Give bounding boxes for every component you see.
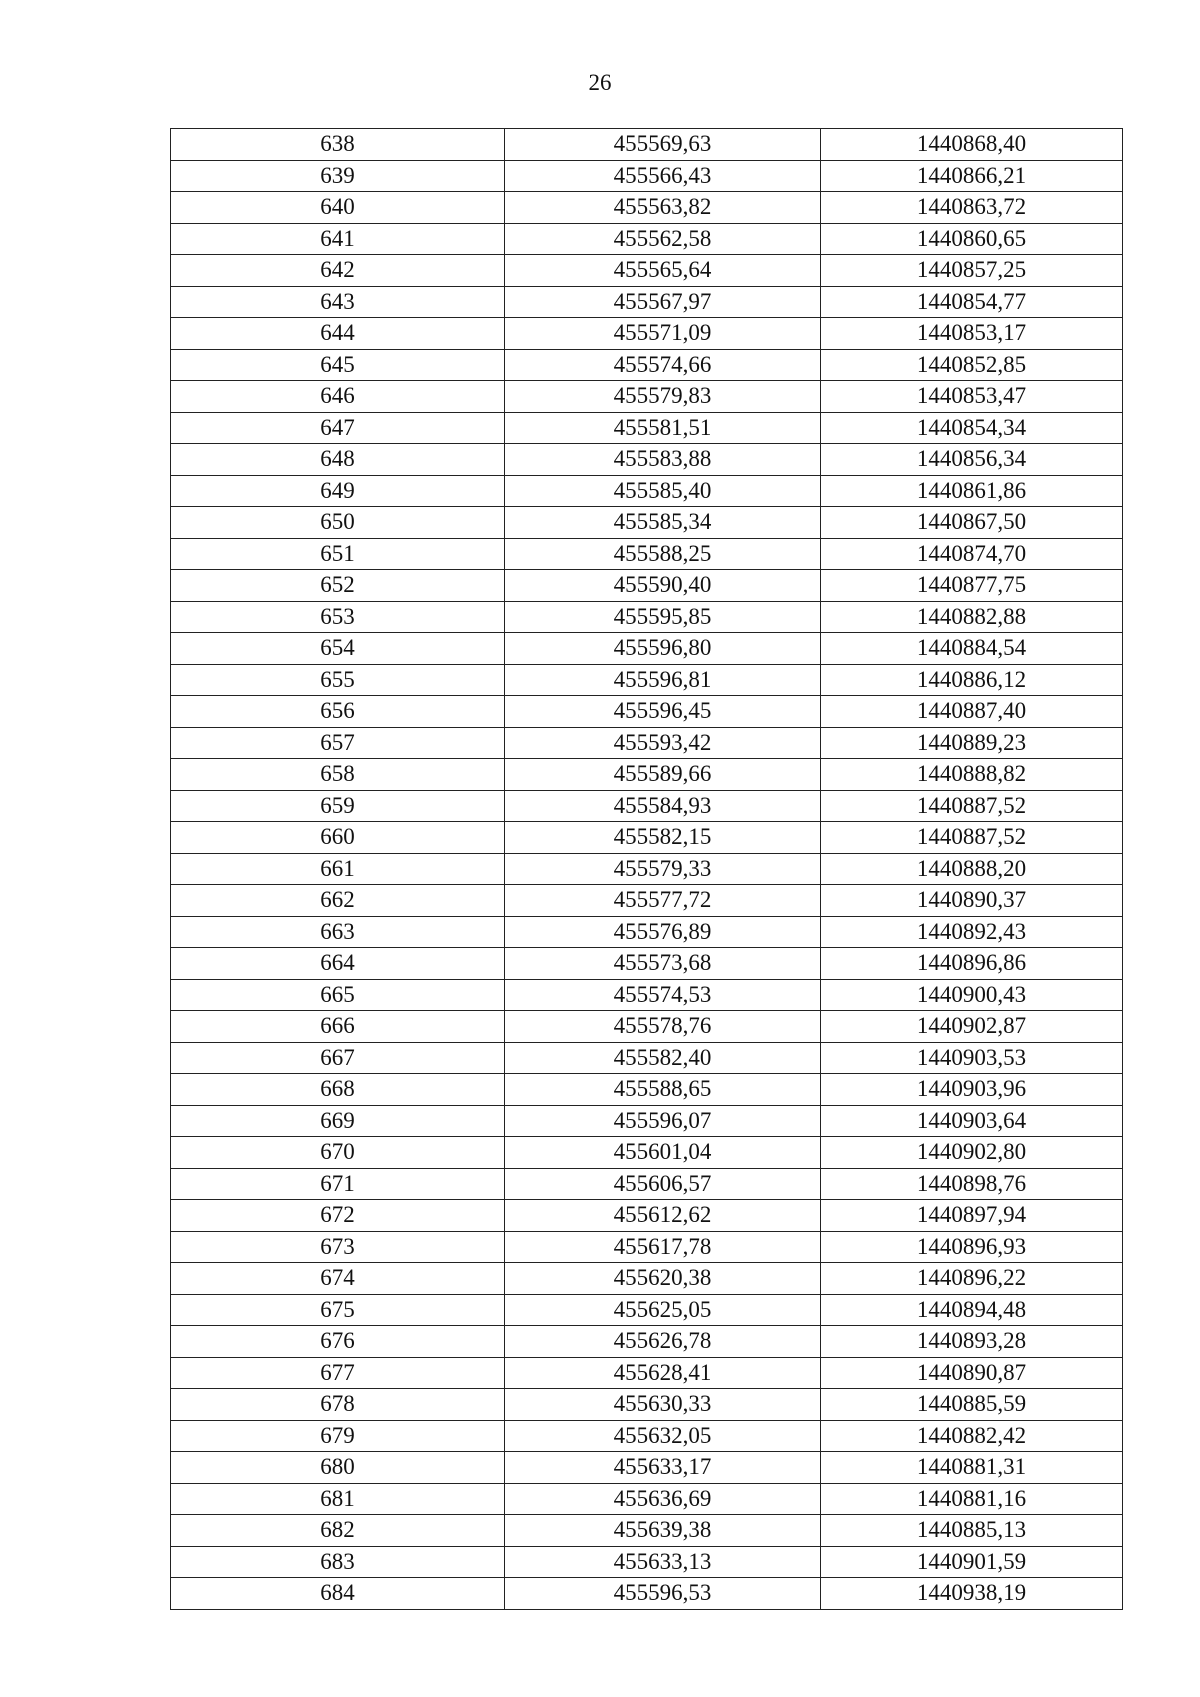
point-number-cell: 657 — [171, 727, 505, 759]
table-row — [171, 1263, 1123, 1295]
y-coordinate-cell: 1440884,54 — [821, 633, 1123, 665]
point-number-cell: 684 — [171, 1578, 505, 1610]
table-row — [171, 1011, 1123, 1043]
point-number-cell: 652 — [171, 570, 505, 602]
table-row — [171, 381, 1123, 413]
y-coordinate-cell: 1440903,96 — [821, 1074, 1123, 1106]
table-row — [171, 1389, 1123, 1421]
y-coordinate-cell: 1440938,19 — [821, 1578, 1123, 1610]
point-number-cell: 656 — [171, 696, 505, 728]
x-coordinate-cell: 455569,63 — [505, 129, 821, 161]
point-number-cell: 654 — [171, 633, 505, 665]
point-number-cell: 650 — [171, 507, 505, 539]
x-coordinate-cell: 455588,25 — [505, 538, 821, 570]
table-row — [171, 1168, 1123, 1200]
point-number-cell: 665 — [171, 979, 505, 1011]
point-number-cell: 658 — [171, 759, 505, 791]
y-coordinate-cell: 1440893,28 — [821, 1326, 1123, 1358]
y-coordinate-cell: 1440894,48 — [821, 1294, 1123, 1326]
x-coordinate-cell: 455567,97 — [505, 286, 821, 318]
x-coordinate-cell: 455588,65 — [505, 1074, 821, 1106]
table-row — [171, 538, 1123, 570]
point-number-cell: 647 — [171, 412, 505, 444]
table-row — [171, 853, 1123, 885]
y-coordinate-cell: 1440887,52 — [821, 822, 1123, 854]
point-number-cell: 641 — [171, 223, 505, 255]
x-coordinate-cell: 455576,89 — [505, 916, 821, 948]
x-coordinate-cell: 455633,17 — [505, 1452, 821, 1484]
point-number-cell: 642 — [171, 255, 505, 287]
x-coordinate-cell: 455582,15 — [505, 822, 821, 854]
table-row — [171, 1074, 1123, 1106]
x-coordinate-cell: 455593,42 — [505, 727, 821, 759]
table-row — [171, 570, 1123, 602]
table-row — [171, 192, 1123, 224]
y-coordinate-cell: 1440892,43 — [821, 916, 1123, 948]
table-row — [171, 255, 1123, 287]
y-coordinate-cell: 1440897,94 — [821, 1200, 1123, 1232]
point-number-cell: 660 — [171, 822, 505, 854]
y-coordinate-cell: 1440898,76 — [821, 1168, 1123, 1200]
table-row — [171, 1137, 1123, 1169]
y-coordinate-cell: 1440902,87 — [821, 1011, 1123, 1043]
y-coordinate-cell: 1440886,12 — [821, 664, 1123, 696]
x-coordinate-cell: 455596,81 — [505, 664, 821, 696]
y-coordinate-cell: 1440881,31 — [821, 1452, 1123, 1484]
point-number-cell: 681 — [171, 1483, 505, 1515]
x-coordinate-cell: 455601,04 — [505, 1137, 821, 1169]
x-coordinate-cell: 455578,76 — [505, 1011, 821, 1043]
x-coordinate-cell: 455633,13 — [505, 1546, 821, 1578]
table-row — [171, 1546, 1123, 1578]
point-number-cell: 643 — [171, 286, 505, 318]
point-number-cell: 663 — [171, 916, 505, 948]
point-number-cell: 653 — [171, 601, 505, 633]
y-coordinate-cell: 1440856,34 — [821, 444, 1123, 476]
table-row — [171, 633, 1123, 665]
y-coordinate-cell: 1440854,34 — [821, 412, 1123, 444]
point-number-cell: 674 — [171, 1263, 505, 1295]
y-coordinate-cell: 1440889,23 — [821, 727, 1123, 759]
table-row — [171, 444, 1123, 476]
x-coordinate-cell: 455581,51 — [505, 412, 821, 444]
table-row — [171, 1231, 1123, 1263]
table-row — [171, 412, 1123, 444]
x-coordinate-cell: 455579,83 — [505, 381, 821, 413]
y-coordinate-cell: 1440901,59 — [821, 1546, 1123, 1578]
point-number-cell: 669 — [171, 1105, 505, 1137]
point-number-cell: 679 — [171, 1420, 505, 1452]
x-coordinate-cell: 455577,72 — [505, 885, 821, 917]
x-coordinate-cell: 455563,82 — [505, 192, 821, 224]
y-coordinate-cell: 1440890,37 — [821, 885, 1123, 917]
y-coordinate-cell: 1440888,82 — [821, 759, 1123, 791]
y-coordinate-cell: 1440853,47 — [821, 381, 1123, 413]
y-coordinate-cell: 1440903,64 — [821, 1105, 1123, 1137]
table-row — [171, 475, 1123, 507]
table-row — [171, 664, 1123, 696]
point-number-cell: 672 — [171, 1200, 505, 1232]
x-coordinate-cell: 455625,05 — [505, 1294, 821, 1326]
x-coordinate-cell: 455589,66 — [505, 759, 821, 791]
point-number-cell: 644 — [171, 318, 505, 350]
x-coordinate-cell: 455562,58 — [505, 223, 821, 255]
table-row — [171, 1200, 1123, 1232]
y-coordinate-cell: 1440874,70 — [821, 538, 1123, 570]
table-row — [171, 286, 1123, 318]
y-coordinate-cell: 1440854,77 — [821, 286, 1123, 318]
y-coordinate-cell: 1440890,87 — [821, 1357, 1123, 1389]
x-coordinate-cell: 455632,05 — [505, 1420, 821, 1452]
table-row — [171, 129, 1123, 161]
x-coordinate-cell: 455595,85 — [505, 601, 821, 633]
table-row — [171, 223, 1123, 255]
point-number-cell: 649 — [171, 475, 505, 507]
y-coordinate-cell: 1440882,88 — [821, 601, 1123, 633]
point-number-cell: 683 — [171, 1546, 505, 1578]
x-coordinate-cell: 455606,57 — [505, 1168, 821, 1200]
point-number-cell: 671 — [171, 1168, 505, 1200]
table-row — [171, 349, 1123, 381]
point-number-cell: 651 — [171, 538, 505, 570]
table-row — [171, 1042, 1123, 1074]
table-row — [171, 1578, 1123, 1610]
x-coordinate-cell: 455583,88 — [505, 444, 821, 476]
y-coordinate-cell: 1440852,85 — [821, 349, 1123, 381]
point-number-cell: 675 — [171, 1294, 505, 1326]
point-number-cell: 648 — [171, 444, 505, 476]
y-coordinate-cell: 1440868,40 — [821, 129, 1123, 161]
table-row — [171, 885, 1123, 917]
x-coordinate-cell: 455590,40 — [505, 570, 821, 602]
y-coordinate-cell: 1440896,22 — [821, 1263, 1123, 1295]
table-row — [171, 1357, 1123, 1389]
table-row — [171, 979, 1123, 1011]
y-coordinate-cell: 1440853,17 — [821, 318, 1123, 350]
point-number-cell: 655 — [171, 664, 505, 696]
table-row — [171, 318, 1123, 350]
point-number-cell: 638 — [171, 129, 505, 161]
table-row — [171, 1294, 1123, 1326]
x-coordinate-cell: 455566,43 — [505, 160, 821, 192]
table-row — [171, 1515, 1123, 1547]
x-coordinate-cell: 455571,09 — [505, 318, 821, 350]
y-coordinate-cell: 1440900,43 — [821, 979, 1123, 1011]
x-coordinate-cell: 455565,64 — [505, 255, 821, 287]
point-number-cell: 640 — [171, 192, 505, 224]
y-coordinate-cell: 1440882,42 — [821, 1420, 1123, 1452]
table-row — [171, 916, 1123, 948]
point-number-cell: 645 — [171, 349, 505, 381]
x-coordinate-cell: 455620,38 — [505, 1263, 821, 1295]
point-number-cell: 666 — [171, 1011, 505, 1043]
x-coordinate-cell: 455584,93 — [505, 790, 821, 822]
page-number: 26 — [588, 70, 612, 95]
table-row — [171, 790, 1123, 822]
point-number-cell: 639 — [171, 160, 505, 192]
x-coordinate-cell: 455596,07 — [505, 1105, 821, 1137]
x-coordinate-cell: 455612,62 — [505, 1200, 821, 1232]
point-number-cell: 680 — [171, 1452, 505, 1484]
y-coordinate-cell: 1440867,50 — [821, 507, 1123, 539]
x-coordinate-cell: 455574,66 — [505, 349, 821, 381]
y-coordinate-cell: 1440860,65 — [821, 223, 1123, 255]
coordinates-table-body — [171, 129, 1123, 1610]
point-number-cell: 682 — [171, 1515, 505, 1547]
table-row — [171, 948, 1123, 980]
table-row — [171, 507, 1123, 539]
y-coordinate-cell: 1440863,72 — [821, 192, 1123, 224]
y-coordinate-cell: 1440903,53 — [821, 1042, 1123, 1074]
x-coordinate-cell: 455617,78 — [505, 1231, 821, 1263]
x-coordinate-cell: 455585,34 — [505, 507, 821, 539]
y-coordinate-cell: 1440887,40 — [821, 696, 1123, 728]
point-number-cell: 676 — [171, 1326, 505, 1358]
point-number-cell: 673 — [171, 1231, 505, 1263]
y-coordinate-cell: 1440896,86 — [821, 948, 1123, 980]
y-coordinate-cell: 1440902,80 — [821, 1137, 1123, 1169]
x-coordinate-cell: 455574,53 — [505, 979, 821, 1011]
point-number-cell: 664 — [171, 948, 505, 980]
table-row — [171, 696, 1123, 728]
x-coordinate-cell: 455582,40 — [505, 1042, 821, 1074]
x-coordinate-cell: 455596,53 — [505, 1578, 821, 1610]
table-row — [171, 822, 1123, 854]
x-coordinate-cell: 455628,41 — [505, 1357, 821, 1389]
y-coordinate-cell: 1440877,75 — [821, 570, 1123, 602]
x-coordinate-cell: 455639,38 — [505, 1515, 821, 1547]
x-coordinate-cell: 455630,33 — [505, 1389, 821, 1421]
x-coordinate-cell: 455596,45 — [505, 696, 821, 728]
table-row — [171, 727, 1123, 759]
y-coordinate-cell: 1440866,21 — [821, 160, 1123, 192]
x-coordinate-cell: 455585,40 — [505, 475, 821, 507]
y-coordinate-cell: 1440896,93 — [821, 1231, 1123, 1263]
point-number-cell: 662 — [171, 885, 505, 917]
x-coordinate-cell: 455636,69 — [505, 1483, 821, 1515]
point-number-cell: 646 — [171, 381, 505, 413]
point-number-cell: 661 — [171, 853, 505, 885]
y-coordinate-cell: 1440888,20 — [821, 853, 1123, 885]
table-row — [171, 1452, 1123, 1484]
x-coordinate-cell: 455573,68 — [505, 948, 821, 980]
table-row — [171, 759, 1123, 791]
y-coordinate-cell: 1440861,86 — [821, 475, 1123, 507]
point-number-cell: 668 — [171, 1074, 505, 1106]
x-coordinate-cell: 455626,78 — [505, 1326, 821, 1358]
point-number-cell: 667 — [171, 1042, 505, 1074]
point-number-cell: 677 — [171, 1357, 505, 1389]
y-coordinate-cell: 1440881,16 — [821, 1483, 1123, 1515]
x-coordinate-cell: 455596,80 — [505, 633, 821, 665]
point-number-cell: 678 — [171, 1389, 505, 1421]
table-row — [171, 160, 1123, 192]
y-coordinate-cell: 1440887,52 — [821, 790, 1123, 822]
y-coordinate-cell: 1440885,13 — [821, 1515, 1123, 1547]
y-coordinate-cell: 1440857,25 — [821, 255, 1123, 287]
table-row — [171, 601, 1123, 633]
point-number-cell: 659 — [171, 790, 505, 822]
table-row — [171, 1420, 1123, 1452]
coordinates-table — [170, 128, 1123, 1610]
x-coordinate-cell: 455579,33 — [505, 853, 821, 885]
table-row — [171, 1105, 1123, 1137]
table-row — [171, 1326, 1123, 1358]
table-row — [171, 1483, 1123, 1515]
point-number-cell: 670 — [171, 1137, 505, 1169]
y-coordinate-cell: 1440885,59 — [821, 1389, 1123, 1421]
